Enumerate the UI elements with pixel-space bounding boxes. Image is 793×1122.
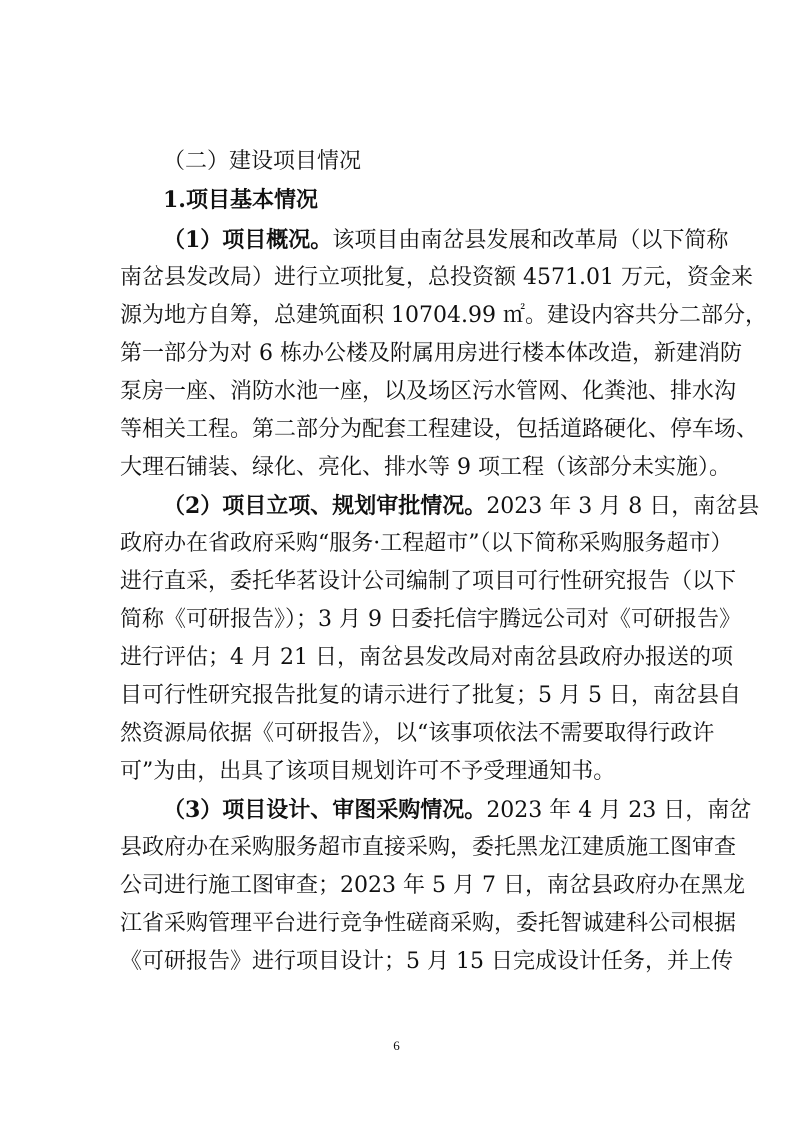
subheading: 1.项目基本情况 (163, 187, 318, 213)
paragraph-1-line-2: 南岔县发改局）进行立项批复，总投资额 4571.01 万元，资金来 (120, 265, 753, 290)
paragraph-3-line-5: 《可研报告》进行项目设计；5 月 15 日完成设计任务，并上传 (120, 949, 733, 974)
paragraph-1-heading: （1）项目概况。 (163, 227, 333, 253)
paragraph-1-line-7: 大理石铺装、绿化、亮化、排水等 9 项工程（该部分未实施）。 (120, 455, 731, 480)
page-number: 6 (393, 1038, 400, 1053)
paragraph-2-first-line (163, 489, 760, 524)
paragraph-1-line-6: 等相关工程。第二部分为配套工程建设，包括道路硬化、停车场、 (120, 417, 759, 442)
paragraph-2-line-8: 可”为由，出具了该项目规划许可不予受理通知书。 (120, 759, 616, 784)
paragraph-3-line-2: 县政府办在采购服务超市直接采购，委托黑龙江建质施工图审查 (120, 835, 737, 860)
paragraph-3-heading: （3）项目设计、审图采购情况。 (163, 797, 487, 823)
paragraph-2-heading: （2）项目立项、规划审批情况。 (163, 493, 487, 519)
paragraph-1-first-line (163, 223, 729, 258)
paragraph-3-line-1: 2023 年 4 月 23 日，南岔 (486, 798, 752, 823)
paragraph-1-line-3: 源为地方自筹，总建筑面积 10704.99 ㎡。建设内容共分二部分， (120, 303, 767, 328)
paragraph-1-line-5: 泵房一座、消防水池一座，以及场区污水管网、化粪池、排水沟 (120, 379, 737, 404)
paragraph-3-line-4: 江省采购管理平台进行竞争性磋商采购，委托智诚建科公司根据 (120, 911, 737, 936)
paragraph-2-line-5: 进行评估；4 月 21 日，南岔县发改局对南岔县政府办报送的项 (120, 645, 733, 670)
paragraph-1-line-4: 第一部分为对 6 栋办公楼及附属用房进行楼本体改造，新建消防 (120, 341, 742, 366)
paragraph-2-line-4: 简称《可研报告》）；3 月 9 日委托信宇腾远公司对《可研报告》 (120, 607, 741, 632)
paragraph-3-first-line (163, 793, 752, 828)
paragraph-2-line-7: 然资源局依据《可研报告》，以“该事项依法不需要取得行政许 (120, 721, 715, 746)
paragraph-2-line-2: 政府办在省政府采购“服务·工程超市”（以下简称采购服务超市） (120, 531, 733, 556)
paragraph-3-line-3: 公司进行施工图审查；2023 年 5 月 7 日，南岔县政府办在黑龙 (120, 873, 745, 898)
paragraph-1-line-1: 该项目由南岔县发展和改革局（以下简称 (332, 228, 729, 253)
section-heading: （二）建设项目情况 (163, 149, 362, 174)
paragraph-2-line-6: 目可行性研究报告批复的请示进行了批复；5 月 5 日，南岔县自 (120, 683, 741, 708)
paragraph-2-line-1: 2023 年 3 月 8 日，南岔县 (486, 494, 760, 519)
paragraph-2-line-3: 进行直采，委托华茗设计公司编制了项目可行性研究报告（以下 (120, 569, 737, 594)
